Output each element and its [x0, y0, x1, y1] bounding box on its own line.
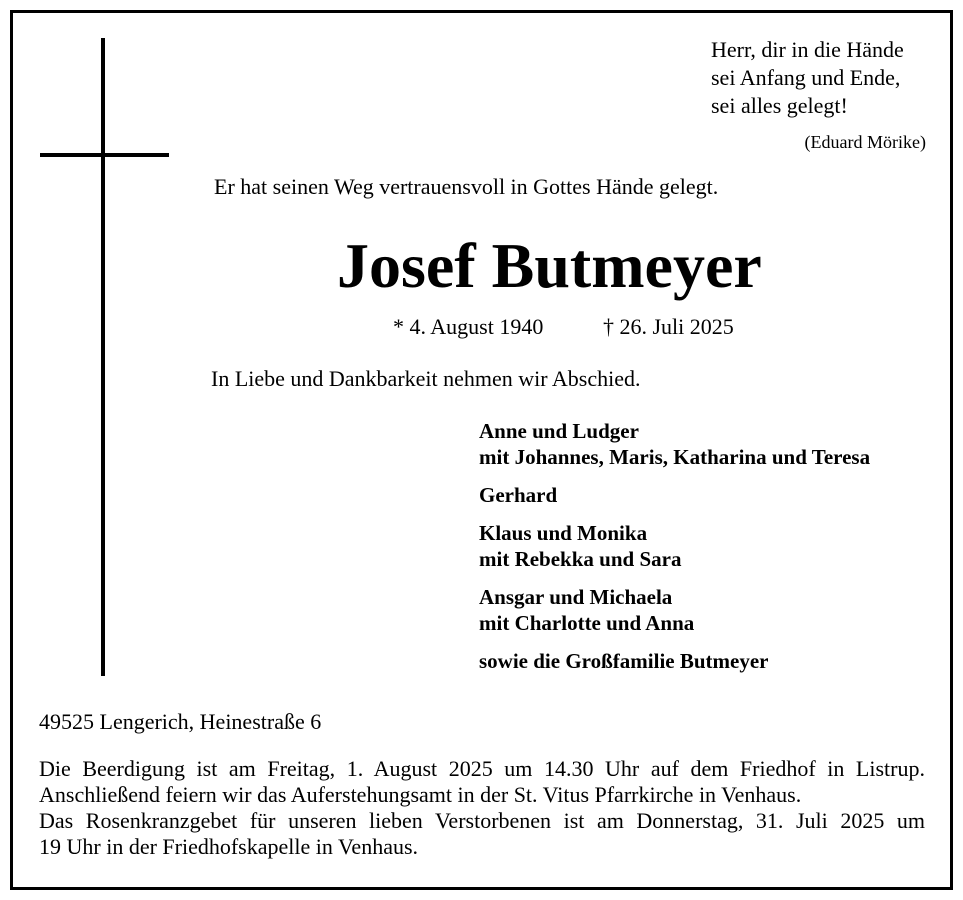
- details-line: Die Beerdigung ist am Freitag, 1. August 2025 um 14.30 Uhr auf dem Friedhof in Listrup.: [39, 756, 925, 781]
- details-line: Das Rosenkranzgebet für unseren lieben Verstorbenen ist am Donnerstag, 31. Juli 2025 um: [39, 808, 925, 833]
- mourner-group: [479, 520, 939, 572]
- cross-icon-bar: [40, 153, 169, 157]
- mourner-group: [479, 482, 939, 508]
- mourner-line: Klaus und Monika: [479, 521, 648, 545]
- mourner-group: [479, 648, 939, 674]
- address: 49525 Lengerich, Heinestraße 6: [39, 709, 322, 734]
- deceased-name: Josef Butmeyer: [337, 230, 762, 301]
- cross-icon: [101, 38, 105, 676]
- intro-text: Er hat seinen Weg vertrauensvoll in Gottes Hände gelegt.: [214, 174, 719, 199]
- mourner-line: Ansgar und Michaela: [479, 585, 673, 609]
- mourner-group: [479, 584, 939, 636]
- quote: [711, 36, 941, 120]
- mourner-line: sowie die Großfamilie Butmeyer: [479, 649, 769, 673]
- mourner-line: mit Rebekka und Sara: [479, 547, 682, 571]
- details-line: 19 Uhr in der Friedhofskapelle in Venhaus.: [39, 834, 419, 859]
- funeral-details: [39, 756, 925, 860]
- quote-line: sei Anfang und Ende,: [711, 65, 901, 90]
- mourner-line: Gerhard: [479, 483, 558, 507]
- birth-date: * 4. August 1940: [393, 314, 544, 339]
- details-line: Anschließend feiern wir das Auferstehungsamt in der St. Vitus Pfarrkirche in Venhaus.: [39, 782, 802, 807]
- farewell-text: In Liebe und Dankbarkeit nehmen wir Abschied.: [211, 366, 641, 391]
- mourner-group: [479, 418, 939, 470]
- mourner-line: Anne und Ludger: [479, 419, 639, 443]
- quote-line: sei alles gelegt!: [711, 93, 848, 118]
- quote-author: (Eduard Mörike): [804, 132, 926, 152]
- mourners-list: [479, 418, 939, 686]
- death-date: † 26. Juli 2025: [603, 314, 734, 339]
- mourner-line: mit Johannes, Maris, Katharina und Teresa: [479, 445, 871, 469]
- quote-line: Herr, dir in die Hände: [711, 37, 904, 62]
- mourner-line: mit Charlotte und Anna: [479, 611, 695, 635]
